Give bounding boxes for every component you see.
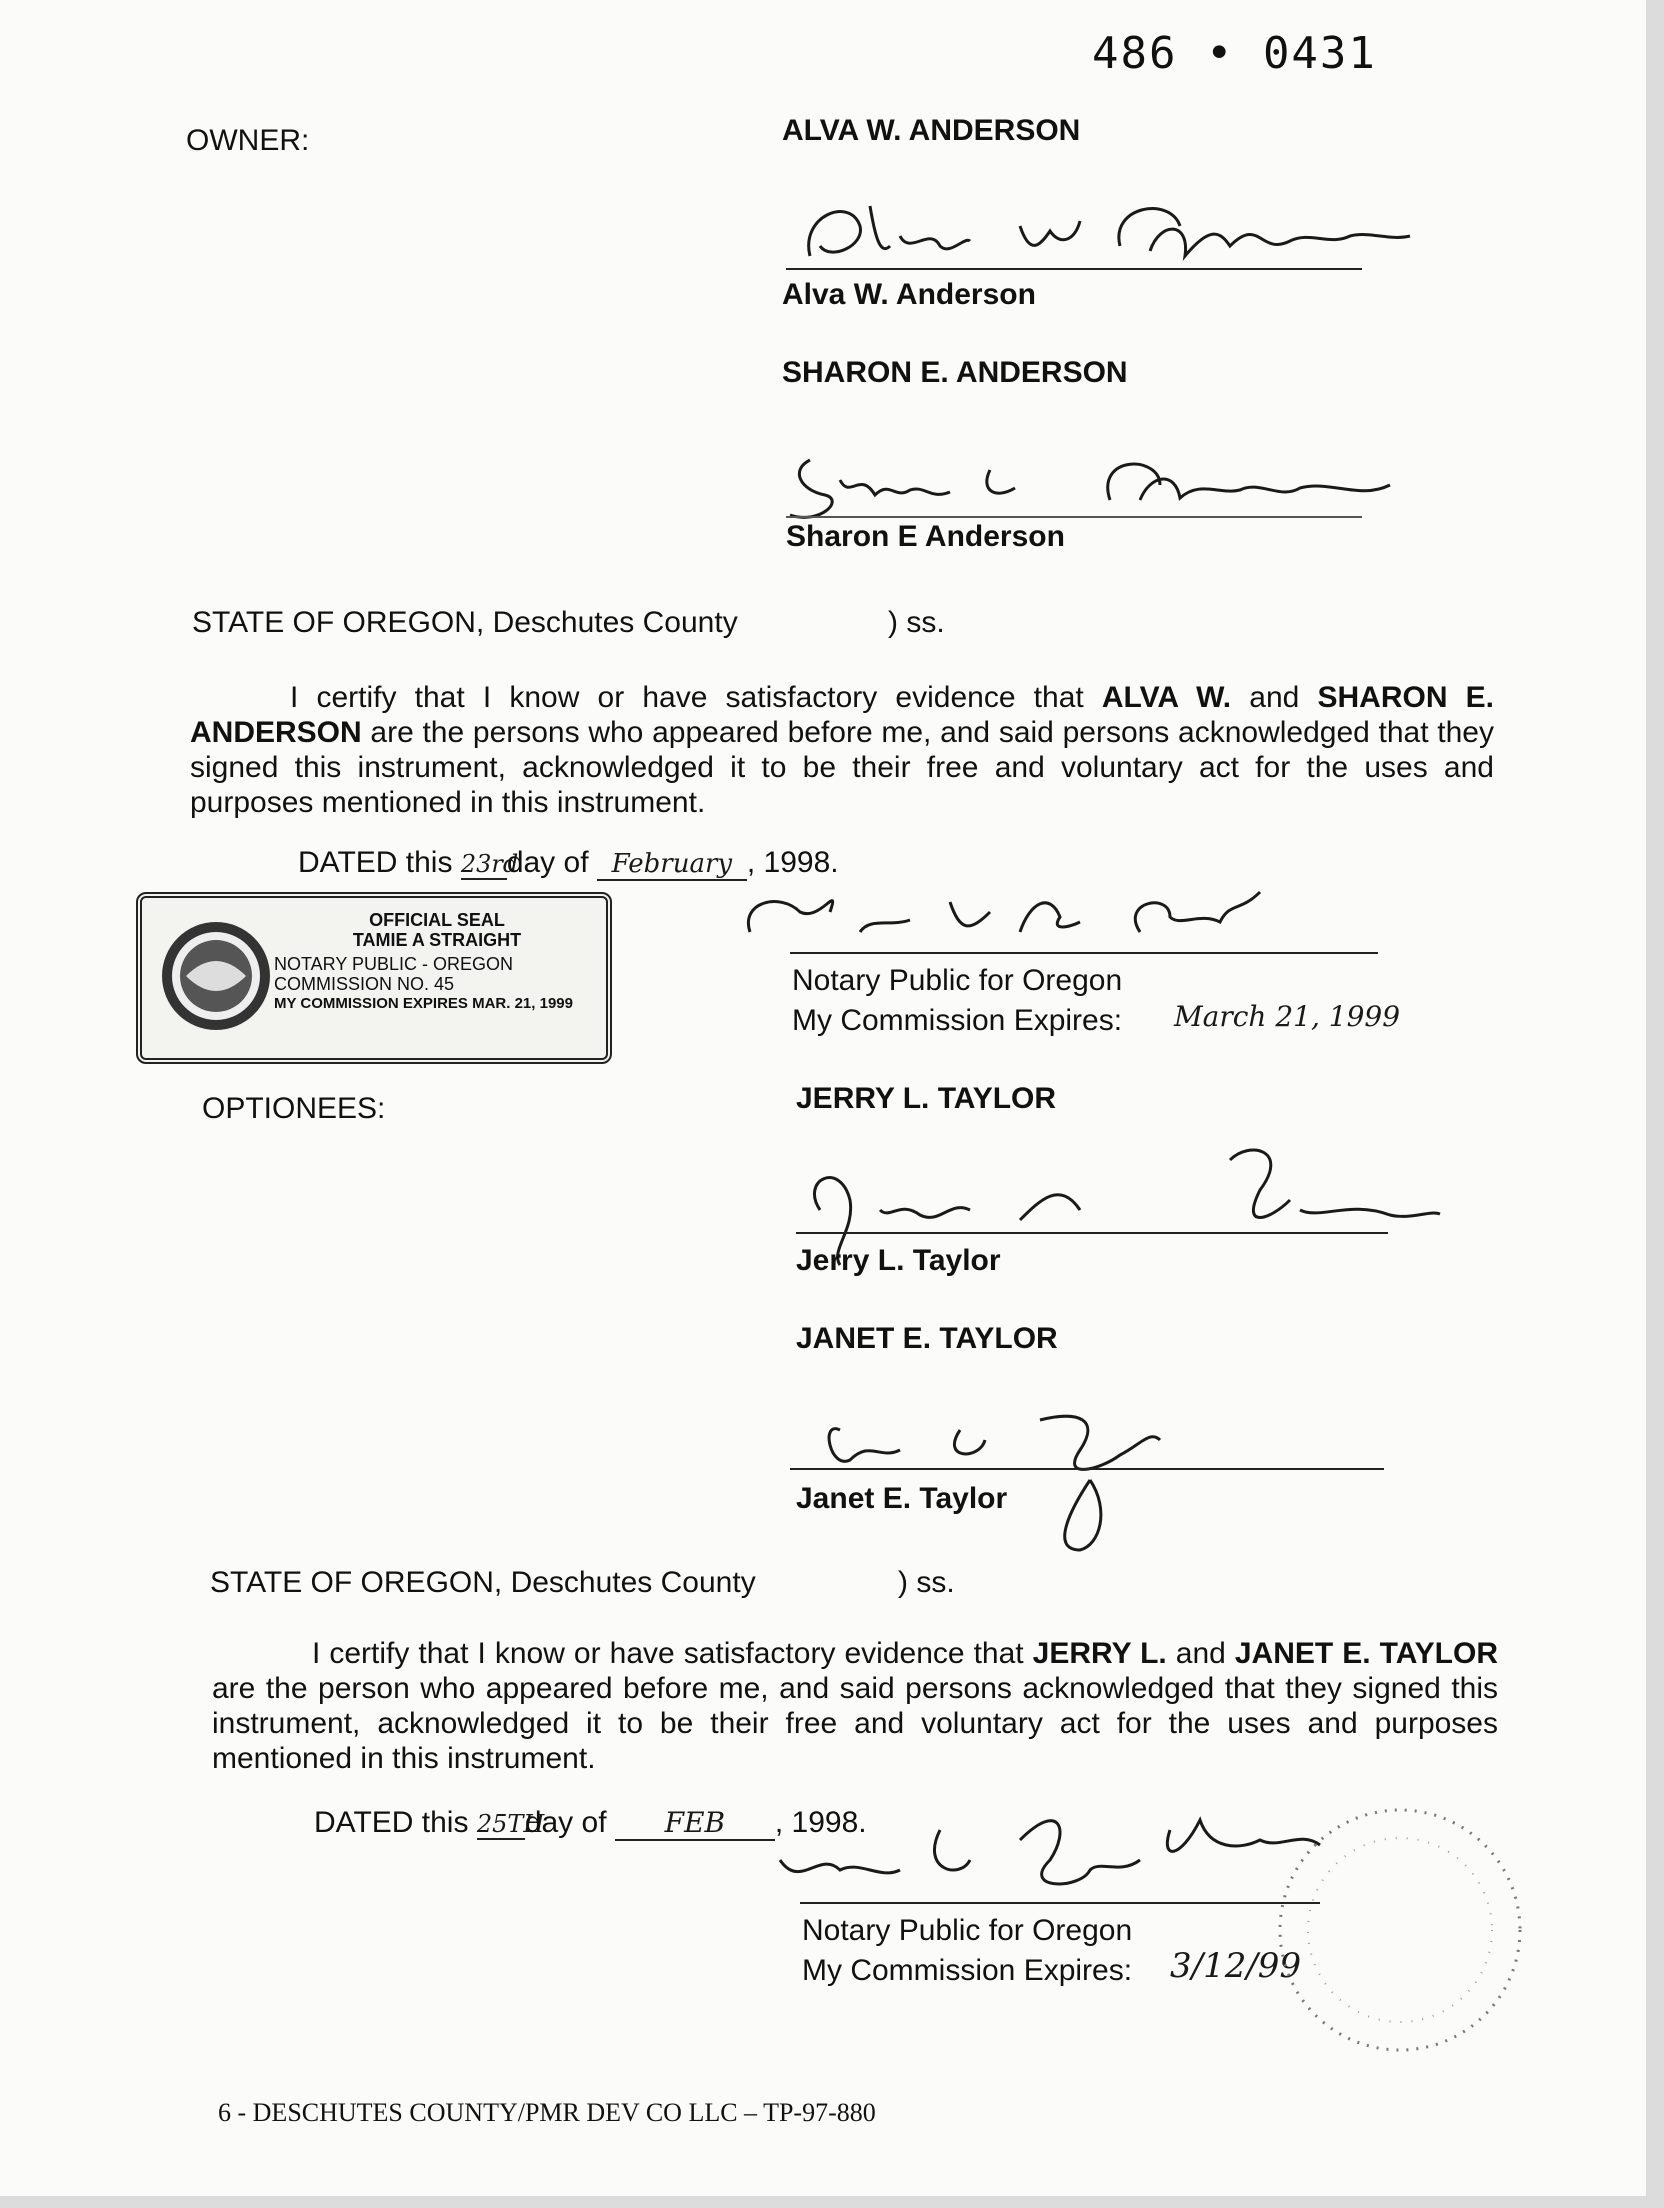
oregon-seal-emblem-icon <box>156 916 276 1036</box>
notary1-signature <box>720 872 1280 962</box>
optionee2-name-caps: JANET E. TAYLOR <box>796 1322 1058 1355</box>
ack1-year: , 1998. <box>746 846 839 879</box>
ack2-dated-mid: day of <box>524 1806 615 1839</box>
ack2-ss: ) ss. <box>898 1566 955 1599</box>
ack2-cert-name1: JERRY L. <box>1032 1637 1167 1670</box>
seal-line3: NOTARY PUBLIC - OREGON <box>274 954 514 974</box>
ack1-cert-and: and <box>1231 681 1318 714</box>
ack1-venue: STATE OF OREGON, Deschutes County <box>192 606 738 639</box>
owner1-signature-line <box>786 268 1362 270</box>
ack2-cert-pre: I certify that I know or have satisfactory evidence that <box>312 1637 1033 1670</box>
embossed-notary-seal-icon <box>1270 1780 1530 2080</box>
ack1-dated-prefix: DATED this <box>298 846 461 879</box>
ack2-day: 25TH <box>476 1810 545 1838</box>
ack2-dated-prefix: DATED this <box>314 1806 477 1839</box>
notary2-expires-label: My Commission Expires: <box>802 1954 1133 1987</box>
owner-label: OWNER: <box>186 124 310 157</box>
ack2-cert-and: and <box>1166 1637 1235 1670</box>
optionee1-typed-name: Jerry L. Taylor <box>796 1244 1001 1277</box>
ack2-year: , 1998. <box>774 1806 867 1839</box>
notary1-expires-label: My Commission Expires: <box>792 1004 1123 1037</box>
owner1-signature <box>790 186 1430 276</box>
seal-line4: COMMISSION NO. 45 <box>274 974 455 994</box>
notary1-title: Notary Public for Oregon <box>792 964 1123 997</box>
owner2-name-caps: SHARON E. ANDERSON <box>782 356 1128 389</box>
ack2-month: FEB <box>615 1806 775 1841</box>
footer-reference: 6 - DESCHUTES COUNTY/PMR DEV CO LLC – TP-97-880 <box>218 2098 876 2127</box>
optionees-label: OPTIONEES: <box>202 1092 386 1125</box>
optionee2-typed-name: Janet E. Taylor <box>796 1482 1008 1515</box>
notary2-expires-value: 3/12/99 <box>1170 1946 1302 1986</box>
ack2-venue: STATE OF OREGON, Deschutes County <box>210 1566 756 1599</box>
ack1-ss: ) ss. <box>888 606 945 639</box>
seal-line5: MY COMMISSION EXPIRES MAR. 21, 1999 <box>274 995 573 1012</box>
ack2-cert-post: are the person who appeared before me, and said persons acknowledged that they signed this instrument, acknowledged it to be their free and voluntary act for the uses and purposes mentioned in this instrument. <box>212 1672 1498 1775</box>
owner1-name-caps: ALVA W. ANDERSON <box>782 114 1081 147</box>
ack1-cert-name1: ALVA W. <box>1101 681 1232 714</box>
owner2-signature-line <box>786 516 1362 518</box>
document-number: 486 • 0431 <box>1092 28 1377 79</box>
notary2-title: Notary Public for Oregon <box>802 1914 1133 1947</box>
notary1-expires-value: March 21, 1999 <box>1174 1000 1401 1033</box>
ack1-month: February <box>597 849 747 881</box>
ack2-certification <box>212 1636 1498 1776</box>
ack1-dated-mid: day of <box>506 846 597 879</box>
optionee2-signature-line <box>790 1468 1384 1470</box>
notary2-signature-line <box>800 1902 1320 1904</box>
ack2-cert-name2: JANET E. TAYLOR <box>1234 1637 1498 1670</box>
ack1-cert-name2: SHARON E. ANDERSON <box>190 681 1495 749</box>
owner1-typed-name: Alva W. Anderson <box>782 278 1036 311</box>
optionee1-name-caps: JERRY L. TAYLOR <box>796 1082 1057 1115</box>
notary-seal-stamp <box>136 892 612 1064</box>
ack1-cert-pre: I certify that I know or have satisfactory evidence that <box>290 681 1102 714</box>
ack1-day: 23rd <box>460 850 519 878</box>
owner2-typed-name: Sharon E Anderson <box>786 520 1065 553</box>
ack1-certification <box>190 680 1494 820</box>
notary1-signature-line <box>790 952 1378 954</box>
seal-line2: TAMIE A STRAIGHT <box>352 930 522 950</box>
optionee2-signature <box>780 1400 1340 1560</box>
seal-line1: OFFICIAL SEAL <box>369 910 505 930</box>
ack1-cert-post: are the persons who appeared before me, and said persons acknowledged that they signed this instrument, acknowledged it to be their free and voluntary act for the uses and purposes mentioned in this instrument. <box>190 716 1494 819</box>
optionee1-signature-line <box>796 1232 1388 1234</box>
